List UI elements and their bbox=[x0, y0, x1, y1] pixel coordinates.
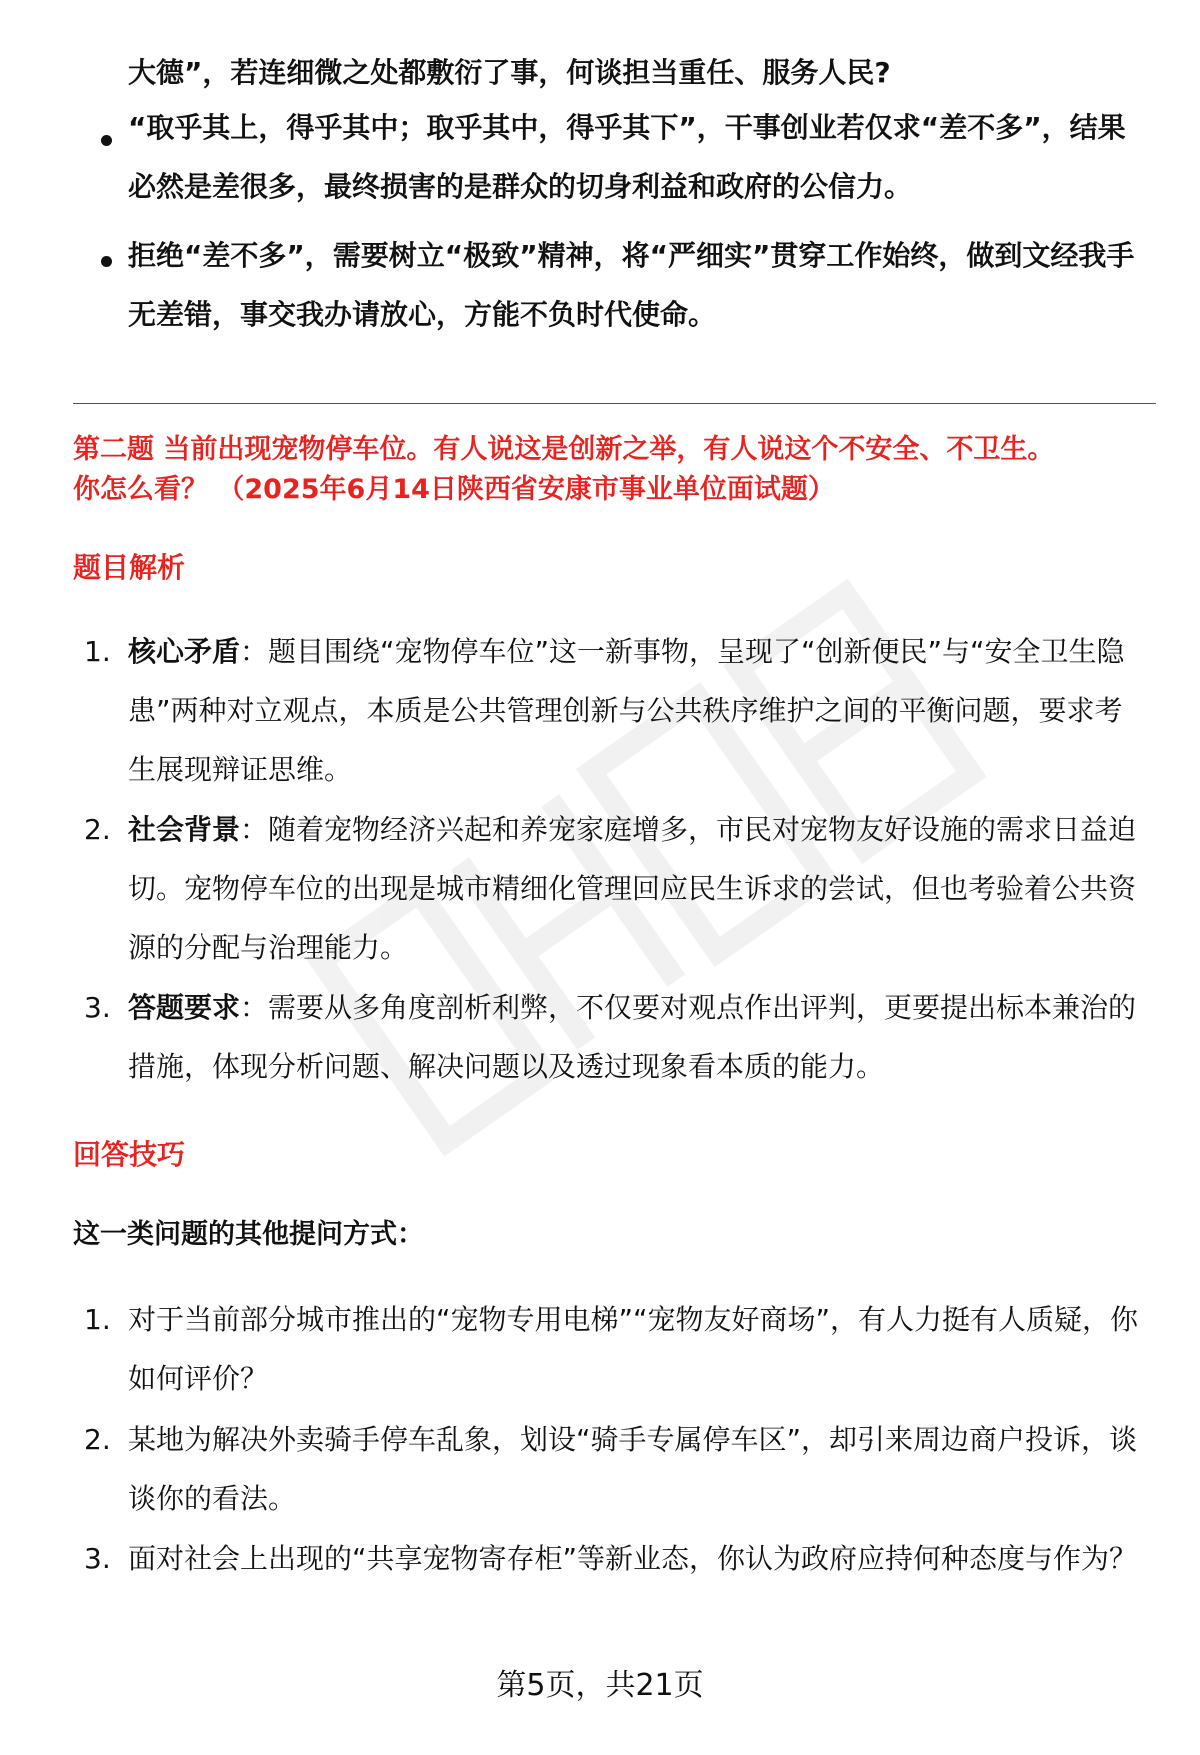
tips-item: 面对社会上出现的“共享宠物寄存柜”等新业态，你认为政府应持何种态度与作为？ bbox=[128, 1542, 1138, 1575]
bullet-dot bbox=[101, 256, 112, 267]
analysis-item-label: 核心矛盾 bbox=[128, 635, 241, 668]
bullet-item: 拒绝“差不多”，需要树立“极致”精神，将“严细实”贯穿工作始终，做到文经我手无差错，事交我办请放心，方能不负时代使命。 bbox=[128, 239, 1135, 331]
tips-subheading: 这一类问题的其他提问方式： bbox=[73, 1219, 424, 1250]
bullet-item: “取乎其上，得乎其中；取乎其中，得乎其下”，干事创业若仅求“差不多”，结果必然是差很多，最终损害的是群众的切身利益和政府的公信力。 bbox=[128, 111, 1126, 203]
analysis-item-text: ：需要从多角度剖析利弊，不仅要对观点作出评判，更要提出标本兼治的措施，体现分析问题、解决问题以及透过现象看本质的能力。 bbox=[128, 991, 1137, 1083]
tips-item: 对于当前部分城市推出的“宠物专用电梯”“宠物友好商场”，有人力挺有人质疑，你如何评价？ bbox=[128, 1303, 1139, 1395]
analysis-item bbox=[128, 978, 1148, 1096]
list-number: 1. bbox=[84, 1303, 111, 1336]
analysis-item-text: ：题目围绕“宠物停车位”这一新事物，呈现了“创新便民”与“安全卫生隐患”两种对立观点，本质是公共管理创新与公共秩序维护之间的平衡问题，要求考生展现辩证思维。 bbox=[128, 635, 1125, 786]
bullet-dot bbox=[101, 135, 112, 146]
list-number: 3. bbox=[84, 991, 111, 1024]
tips-heading: 回答技巧 bbox=[73, 1138, 186, 1171]
list-number: 2. bbox=[84, 813, 111, 846]
analysis-item-text: ：随着宠物经济兴起和养宠家庭增多，市民对宠物友好设施的需求日益迫切。宠物停车位的出现是城市精细化管理回应民生诉求的尝试，但也考验着公共资源的分配与治理能力。 bbox=[128, 813, 1137, 964]
list-number: 2. bbox=[84, 1423, 111, 1456]
question-title bbox=[73, 430, 1163, 510]
page-footer: 第5页，共21页 bbox=[496, 1668, 704, 1703]
question-line-2: 你怎么看？ （2025年6月14日陕西省安康市事业单位面试题） bbox=[73, 474, 835, 505]
list-number: 3. bbox=[84, 1542, 111, 1575]
analysis-item-label: 社会背景 bbox=[128, 813, 241, 846]
analysis-heading: 题目解析 bbox=[73, 551, 186, 584]
section-divider bbox=[73, 403, 1156, 404]
analysis-item bbox=[128, 800, 1148, 977]
list-number: 1. bbox=[84, 635, 111, 668]
question-line-1: 第二题 当前出现宠物停车位。有人说这是创新之举，有人说这个不安全、不卫生。 bbox=[73, 434, 1055, 465]
tips-item: 某地为解决外卖骑手停车乱象，划设“骑手专属停车区”，却引来周边商户投诉，谈谈你的看法。 bbox=[128, 1423, 1138, 1515]
analysis-item-label: 答题要求 bbox=[128, 991, 241, 1024]
continuation-text: 大德”，若连细微之处都敷衍了事，何谈担当重任、服务人民? bbox=[128, 56, 891, 89]
analysis-item bbox=[128, 622, 1148, 799]
